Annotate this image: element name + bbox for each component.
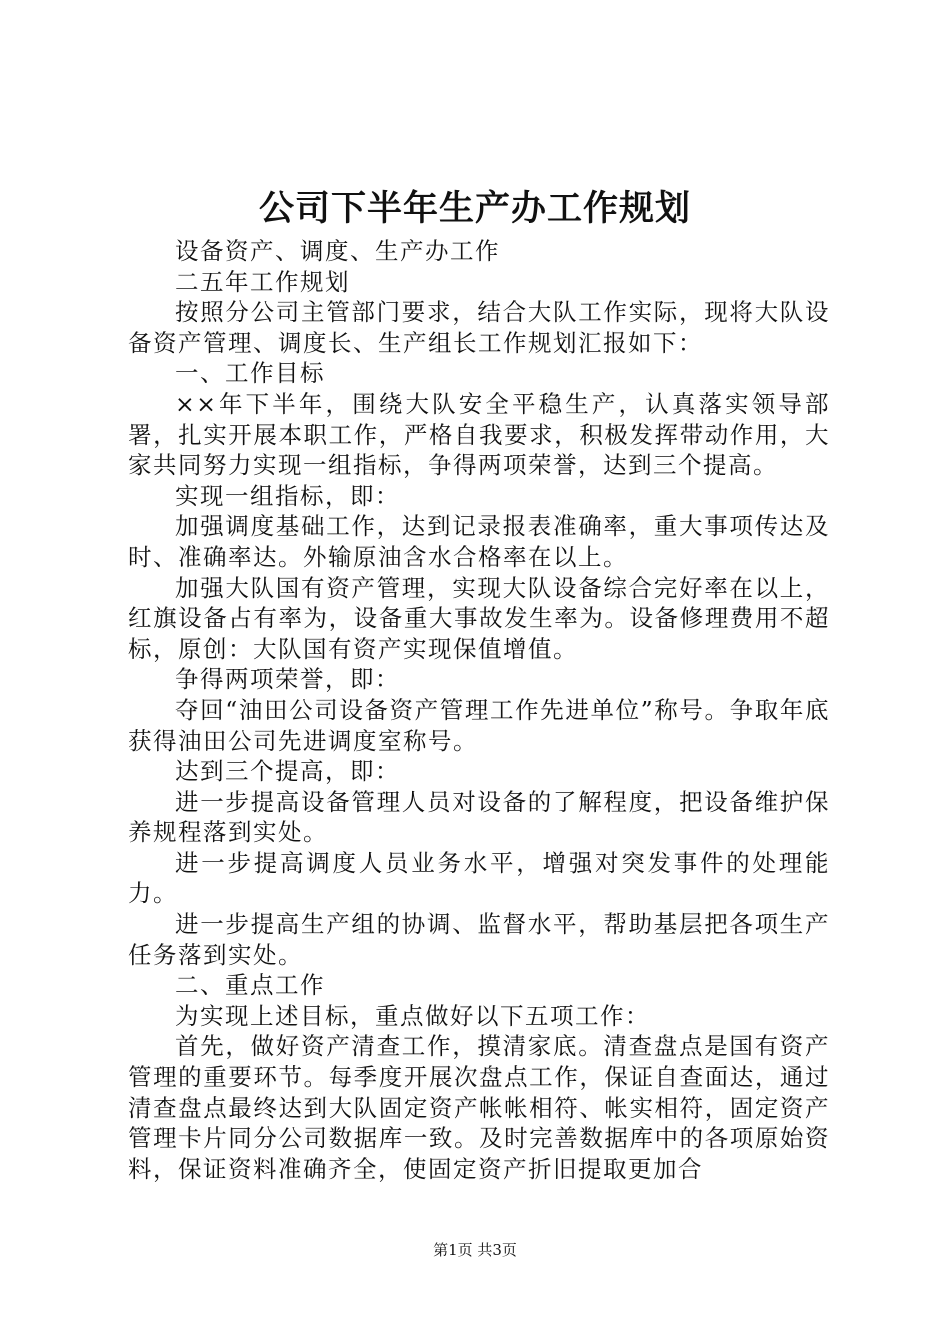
paragraph: 设备资产、调度、生产办工作 <box>175 237 500 265</box>
document-title: 公司下半年生产办工作规划 <box>258 188 691 229</box>
paragraph: 进一步提高调度人员业务水平，增强对突发事件的处理能力。 <box>128 848 830 908</box>
document-body <box>128 236 830 1184</box>
paragraph: 首先，做好资产清查工作，摸清家底。清查盘点是国有资产管理的重要环节。每季度开展次盘点工作，保证自查面达，通过清查盘点最终达到大队固定资产帐帐相符、帐实相符，固定资产管理卡片同分公司数据库一致。及时完善数据库中的各项原始资料，保证资料准确齐全，使固定资产折旧提取更加合 <box>128 1032 830 1183</box>
paragraph: ××年下半年，围绕大队安全平稳生产，认真落实领导部署，扎实开展本职工作，严格自我要求，积极发挥带动作用，大家共同努力实现一组指标，争得两项荣誉，达到三个提高。 <box>128 389 830 480</box>
paragraph: 实现一组指标，即： <box>175 481 400 510</box>
paragraph: 进一步提高生产组的协调、监督水平，帮助基层把各项生产任务落到实处。 <box>128 910 830 969</box>
paragraph: 二五年工作规划 <box>175 267 350 296</box>
paragraph: 为实现上述目标，重点做好以下五项工作： <box>175 1001 650 1030</box>
paragraph: 进一步提高设备管理人员对设备的了解程度，把设备维护保养规程落到实处。 <box>128 787 830 847</box>
paragraph: 夺回“油田公司设备资产管理工作先进单位”称号。争取年底获得油田公司先进调度室称号。 <box>128 695 830 755</box>
page-footer: 第1页 共3页 <box>433 1241 517 1259</box>
paragraph: 争得两项荣誉，即： <box>175 665 400 694</box>
paragraph: 加强调度基础工作，达到记录报表准确率，重大事项传达及时、准确率达。外输原油含水合格率在以上。 <box>128 512 830 571</box>
paragraph: 按照分公司主管部门要求，结合大队工作实际，现将大队设备资产管理、调度长、生产组长工作规划汇报如下： <box>128 298 830 357</box>
paragraph: 一、工作目标 <box>175 359 325 388</box>
paragraph: 加强大队国有资产管理，实现大队设备综合完好率在以上，红旗设备占有率为，设备重大事故发生率为。设备修理费用不超标，原创：大队国有资产实现保值增值。 <box>128 573 830 663</box>
paragraph: 达到三个提高，即： <box>175 757 400 786</box>
paragraph: 二、重点工作 <box>175 971 325 1000</box>
